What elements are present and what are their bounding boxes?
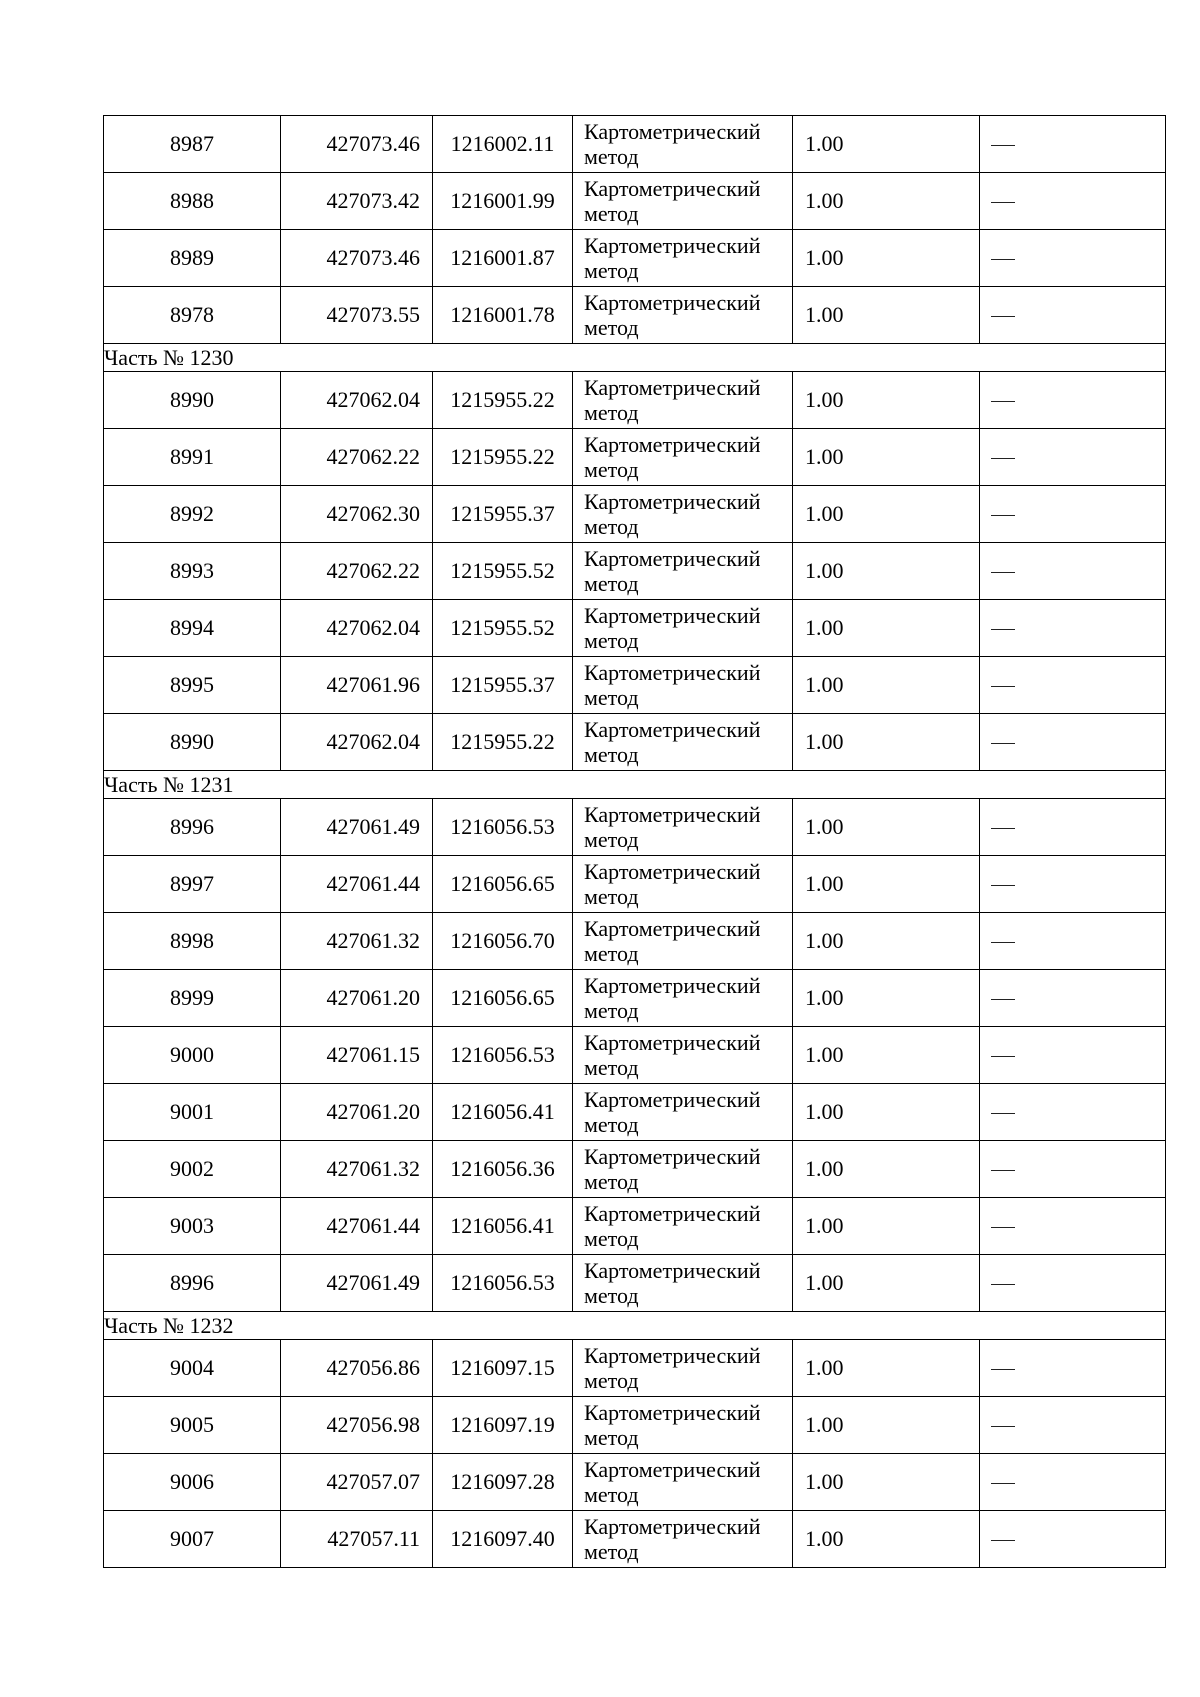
x-coordinate-cell: 427057.07 <box>281 1454 433 1511</box>
y-coordinate-cell: 1216097.15 <box>433 1340 573 1397</box>
accuracy-cell: 1.00 <box>793 230 980 287</box>
method-cell <box>573 913 793 970</box>
point-number-cell: 9001 <box>104 1084 281 1141</box>
method-cell <box>573 714 793 771</box>
x-coordinate-cell: 427061.49 <box>281 799 433 856</box>
y-coordinate-cell: 1216001.87 <box>433 230 573 287</box>
description-cell <box>980 1255 1166 1312</box>
x-coordinate-cell: 427062.22 <box>281 429 433 486</box>
method-text-line: метод <box>584 201 639 226</box>
table-row <box>104 372 1166 429</box>
method-text-line: Картометрический <box>584 1144 761 1169</box>
table-row <box>104 230 1166 287</box>
y-coordinate-cell: 1215955.37 <box>433 486 573 543</box>
dash-mark <box>991 145 1015 146</box>
point-number-cell: 9002 <box>104 1141 281 1198</box>
method-text-line: Картометрический <box>584 489 761 514</box>
dash-mark <box>991 1170 1015 1171</box>
description-cell <box>980 970 1166 1027</box>
description-cell <box>980 543 1166 600</box>
method-text-line: метод <box>584 1169 639 1194</box>
dash-mark <box>991 202 1015 203</box>
method-cell <box>573 173 793 230</box>
accuracy-cell: 1.00 <box>793 600 980 657</box>
table-row <box>104 1511 1166 1568</box>
accuracy-cell: 1.00 <box>793 372 980 429</box>
description-cell <box>980 714 1166 771</box>
method-text-line: метод <box>584 941 639 966</box>
x-coordinate-cell: 427061.44 <box>281 856 433 913</box>
description-cell <box>980 1340 1166 1397</box>
description-cell <box>980 230 1166 287</box>
point-number-cell: 8992 <box>104 486 281 543</box>
table-row <box>104 1084 1166 1141</box>
y-coordinate-cell: 1216056.53 <box>433 1255 573 1312</box>
table-row <box>104 287 1166 344</box>
accuracy-cell: 1.00 <box>793 856 980 913</box>
method-text-line: Картометрический <box>584 660 761 685</box>
x-coordinate-cell: 427056.98 <box>281 1397 433 1454</box>
table-row <box>104 116 1166 173</box>
y-coordinate-cell: 1216056.53 <box>433 799 573 856</box>
method-text-line: метод <box>584 258 639 283</box>
table-row <box>104 1255 1166 1312</box>
y-coordinate-cell: 1216001.99 <box>433 173 573 230</box>
point-number-cell: 9000 <box>104 1027 281 1084</box>
x-coordinate-cell: 427073.55 <box>281 287 433 344</box>
method-text-line: метод <box>584 1055 639 1080</box>
x-coordinate-cell: 427061.20 <box>281 970 433 1027</box>
coordinates-table <box>103 115 1166 1568</box>
coordinates-table-body <box>104 116 1166 1568</box>
method-cell <box>573 799 793 856</box>
y-coordinate-cell: 1216097.28 <box>433 1454 573 1511</box>
x-coordinate-cell: 427061.15 <box>281 1027 433 1084</box>
accuracy-cell: 1.00 <box>793 799 980 856</box>
method-text-line: Картометрический <box>584 916 761 941</box>
description-cell <box>980 1027 1166 1084</box>
method-text-line: метод <box>584 742 639 767</box>
point-number-cell: 8988 <box>104 173 281 230</box>
dash-mark <box>991 458 1015 459</box>
dash-mark <box>991 828 1015 829</box>
accuracy-cell: 1.00 <box>793 1084 980 1141</box>
table-row <box>104 799 1166 856</box>
dash-mark <box>991 401 1015 402</box>
method-cell <box>573 116 793 173</box>
table-row <box>104 600 1166 657</box>
method-cell <box>573 1027 793 1084</box>
method-text-line: Картометрический <box>584 973 761 998</box>
method-cell <box>573 230 793 287</box>
dash-mark <box>991 999 1015 1000</box>
method-text-line: метод <box>584 998 639 1023</box>
point-number-cell: 8990 <box>104 372 281 429</box>
method-text-line: метод <box>584 1368 639 1393</box>
description-cell <box>980 1511 1166 1568</box>
method-cell <box>573 970 793 1027</box>
point-number-cell: 8995 <box>104 657 281 714</box>
y-coordinate-cell: 1216056.41 <box>433 1198 573 1255</box>
y-coordinate-cell: 1216056.36 <box>433 1141 573 1198</box>
accuracy-cell: 1.00 <box>793 486 980 543</box>
y-coordinate-cell: 1216001.78 <box>433 287 573 344</box>
table-row <box>104 486 1166 543</box>
accuracy-cell: 1.00 <box>793 173 980 230</box>
x-coordinate-cell: 427073.46 <box>281 116 433 173</box>
method-cell <box>573 1454 793 1511</box>
x-coordinate-cell: 427056.86 <box>281 1340 433 1397</box>
point-number-cell: 9003 <box>104 1198 281 1255</box>
method-text-line: метод <box>584 1112 639 1137</box>
point-number-cell: 8987 <box>104 116 281 173</box>
method-cell <box>573 1141 793 1198</box>
accuracy-cell: 1.00 <box>793 1255 980 1312</box>
table-row <box>104 913 1166 970</box>
table-row <box>104 1340 1166 1397</box>
method-text-line: метод <box>584 457 639 482</box>
point-number-cell: 9006 <box>104 1454 281 1511</box>
method-text-line: Картометрический <box>584 859 761 884</box>
description-cell <box>980 372 1166 429</box>
description-cell <box>980 657 1166 714</box>
point-number-cell: 8994 <box>104 600 281 657</box>
accuracy-cell: 1.00 <box>793 1198 980 1255</box>
y-coordinate-cell: 1215955.22 <box>433 372 573 429</box>
accuracy-cell: 1.00 <box>793 287 980 344</box>
method-cell <box>573 1511 793 1568</box>
method-text-line: метод <box>584 514 639 539</box>
section-header-row <box>104 771 1166 799</box>
method-cell <box>573 1198 793 1255</box>
point-number-cell: 8990 <box>104 714 281 771</box>
method-text-line: Картометрический <box>584 1400 761 1425</box>
y-coordinate-cell: 1215955.52 <box>433 543 573 600</box>
method-text-line: Картометрический <box>584 802 761 827</box>
description-cell <box>980 1141 1166 1198</box>
y-coordinate-cell: 1216056.65 <box>433 856 573 913</box>
y-coordinate-cell: 1216002.11 <box>433 116 573 173</box>
point-number-cell: 8978 <box>104 287 281 344</box>
y-coordinate-cell: 1216056.41 <box>433 1084 573 1141</box>
dash-mark <box>991 942 1015 943</box>
method-text-line: Картометрический <box>584 1201 761 1226</box>
method-text-line: Картометрический <box>584 717 761 742</box>
section-label: Часть № 1231 <box>104 771 1166 799</box>
dash-mark <box>991 1284 1015 1285</box>
description-cell <box>980 429 1166 486</box>
method-text-line: метод <box>584 1283 639 1308</box>
y-coordinate-cell: 1215955.37 <box>433 657 573 714</box>
accuracy-cell: 1.00 <box>793 657 980 714</box>
method-cell <box>573 1255 793 1312</box>
dash-mark <box>991 743 1015 744</box>
section-header-row <box>104 344 1166 372</box>
method-text-line: Картометрический <box>584 1514 761 1539</box>
description-cell <box>980 116 1166 173</box>
description-cell <box>980 856 1166 913</box>
method-text-line: Картометрический <box>584 1087 761 1112</box>
method-text-line: метод <box>584 685 639 710</box>
method-text-line: метод <box>584 144 639 169</box>
description-cell <box>980 799 1166 856</box>
x-coordinate-cell: 427061.49 <box>281 1255 433 1312</box>
dash-mark <box>991 1056 1015 1057</box>
method-text-line: Картометрический <box>584 375 761 400</box>
table-row <box>104 1141 1166 1198</box>
table-row <box>104 173 1166 230</box>
method-text-line: Картометрический <box>584 290 761 315</box>
method-text-line: метод <box>584 1425 639 1450</box>
y-coordinate-cell: 1216056.70 <box>433 913 573 970</box>
description-cell <box>980 913 1166 970</box>
table-row <box>104 543 1166 600</box>
point-number-cell: 9004 <box>104 1340 281 1397</box>
method-cell <box>573 429 793 486</box>
table-row <box>104 1397 1166 1454</box>
method-cell <box>573 856 793 913</box>
x-coordinate-cell: 427061.32 <box>281 1141 433 1198</box>
description-cell <box>980 287 1166 344</box>
method-cell <box>573 1340 793 1397</box>
dash-mark <box>991 686 1015 687</box>
dash-mark <box>991 1227 1015 1228</box>
x-coordinate-cell: 427061.20 <box>281 1084 433 1141</box>
x-coordinate-cell: 427062.04 <box>281 714 433 771</box>
table-row <box>104 714 1166 771</box>
y-coordinate-cell: 1216097.19 <box>433 1397 573 1454</box>
x-coordinate-cell: 427057.11 <box>281 1511 433 1568</box>
method-text-line: метод <box>584 827 639 852</box>
table-row <box>104 856 1166 913</box>
accuracy-cell: 1.00 <box>793 116 980 173</box>
point-number-cell: 8993 <box>104 543 281 600</box>
point-number-cell: 8997 <box>104 856 281 913</box>
method-text-line: Картометрический <box>584 1258 761 1283</box>
method-cell <box>573 543 793 600</box>
dash-mark <box>991 515 1015 516</box>
x-coordinate-cell: 427061.96 <box>281 657 433 714</box>
description-cell <box>980 1084 1166 1141</box>
table-row <box>104 1454 1166 1511</box>
point-number-cell: 8991 <box>104 429 281 486</box>
dash-mark <box>991 885 1015 886</box>
accuracy-cell: 1.00 <box>793 1454 980 1511</box>
section-label: Часть № 1230 <box>104 344 1166 372</box>
method-text-line: метод <box>584 1482 639 1507</box>
x-coordinate-cell: 427061.32 <box>281 913 433 970</box>
table-row <box>104 970 1166 1027</box>
method-text-line: Картометрический <box>584 603 761 628</box>
table-row <box>104 429 1166 486</box>
description-cell <box>980 1454 1166 1511</box>
accuracy-cell: 1.00 <box>793 1511 980 1568</box>
x-coordinate-cell: 427073.42 <box>281 173 433 230</box>
point-number-cell: 9005 <box>104 1397 281 1454</box>
x-coordinate-cell: 427062.04 <box>281 372 433 429</box>
accuracy-cell: 1.00 <box>793 543 980 600</box>
method-text-line: метод <box>584 1226 639 1251</box>
x-coordinate-cell: 427061.44 <box>281 1198 433 1255</box>
point-number-cell: 8998 <box>104 913 281 970</box>
point-number-cell: 8996 <box>104 1255 281 1312</box>
description-cell <box>980 173 1166 230</box>
dash-mark <box>991 1483 1015 1484</box>
method-text-line: метод <box>584 884 639 909</box>
method-text-line: Картометрический <box>584 1343 761 1368</box>
method-cell <box>573 372 793 429</box>
method-text-line: Картометрический <box>584 176 761 201</box>
method-text-line: Картометрический <box>584 1457 761 1482</box>
method-text-line: метод <box>584 1539 639 1564</box>
method-cell <box>573 1397 793 1454</box>
accuracy-cell: 1.00 <box>793 429 980 486</box>
description-cell <box>980 1397 1166 1454</box>
accuracy-cell: 1.00 <box>793 1340 980 1397</box>
point-number-cell: 8999 <box>104 970 281 1027</box>
method-cell <box>573 1084 793 1141</box>
method-cell <box>573 657 793 714</box>
x-coordinate-cell: 427062.22 <box>281 543 433 600</box>
point-number-cell: 9007 <box>104 1511 281 1568</box>
method-text-line: Картометрический <box>584 432 761 457</box>
accuracy-cell: 1.00 <box>793 913 980 970</box>
point-number-cell: 8996 <box>104 799 281 856</box>
dash-mark <box>991 1113 1015 1114</box>
dash-mark <box>991 1369 1015 1370</box>
y-coordinate-cell: 1215955.22 <box>433 714 573 771</box>
method-text-line: метод <box>584 571 639 596</box>
method-text-line: Картометрический <box>584 1030 761 1055</box>
method-cell <box>573 287 793 344</box>
y-coordinate-cell: 1215955.52 <box>433 600 573 657</box>
method-cell <box>573 600 793 657</box>
method-text-line: метод <box>584 315 639 340</box>
method-text-line: Картометрический <box>584 233 761 258</box>
dash-mark <box>991 316 1015 317</box>
y-coordinate-cell: 1216056.53 <box>433 1027 573 1084</box>
x-coordinate-cell: 427062.04 <box>281 600 433 657</box>
section-header-row <box>104 1312 1166 1340</box>
description-cell <box>980 486 1166 543</box>
description-cell <box>980 600 1166 657</box>
method-text-line: метод <box>584 400 639 425</box>
accuracy-cell: 1.00 <box>793 1397 980 1454</box>
method-text-line: Картометрический <box>584 546 761 571</box>
y-coordinate-cell: 1216056.65 <box>433 970 573 1027</box>
y-coordinate-cell: 1215955.22 <box>433 429 573 486</box>
section-label: Часть № 1232 <box>104 1312 1166 1340</box>
table-row <box>104 657 1166 714</box>
accuracy-cell: 1.00 <box>793 970 980 1027</box>
dash-mark <box>991 259 1015 260</box>
table-row <box>104 1027 1166 1084</box>
method-text-line: Картометрический <box>584 119 761 144</box>
accuracy-cell: 1.00 <box>793 714 980 771</box>
table-row <box>104 1198 1166 1255</box>
accuracy-cell: 1.00 <box>793 1027 980 1084</box>
x-coordinate-cell: 427073.46 <box>281 230 433 287</box>
dash-mark <box>991 1426 1015 1427</box>
dash-mark <box>991 572 1015 573</box>
method-text-line: метод <box>584 628 639 653</box>
dash-mark <box>991 629 1015 630</box>
point-number-cell: 8989 <box>104 230 281 287</box>
accuracy-cell: 1.00 <box>793 1141 980 1198</box>
y-coordinate-cell: 1216097.40 <box>433 1511 573 1568</box>
x-coordinate-cell: 427062.30 <box>281 486 433 543</box>
method-cell <box>573 486 793 543</box>
dash-mark <box>991 1540 1015 1541</box>
description-cell <box>980 1198 1166 1255</box>
